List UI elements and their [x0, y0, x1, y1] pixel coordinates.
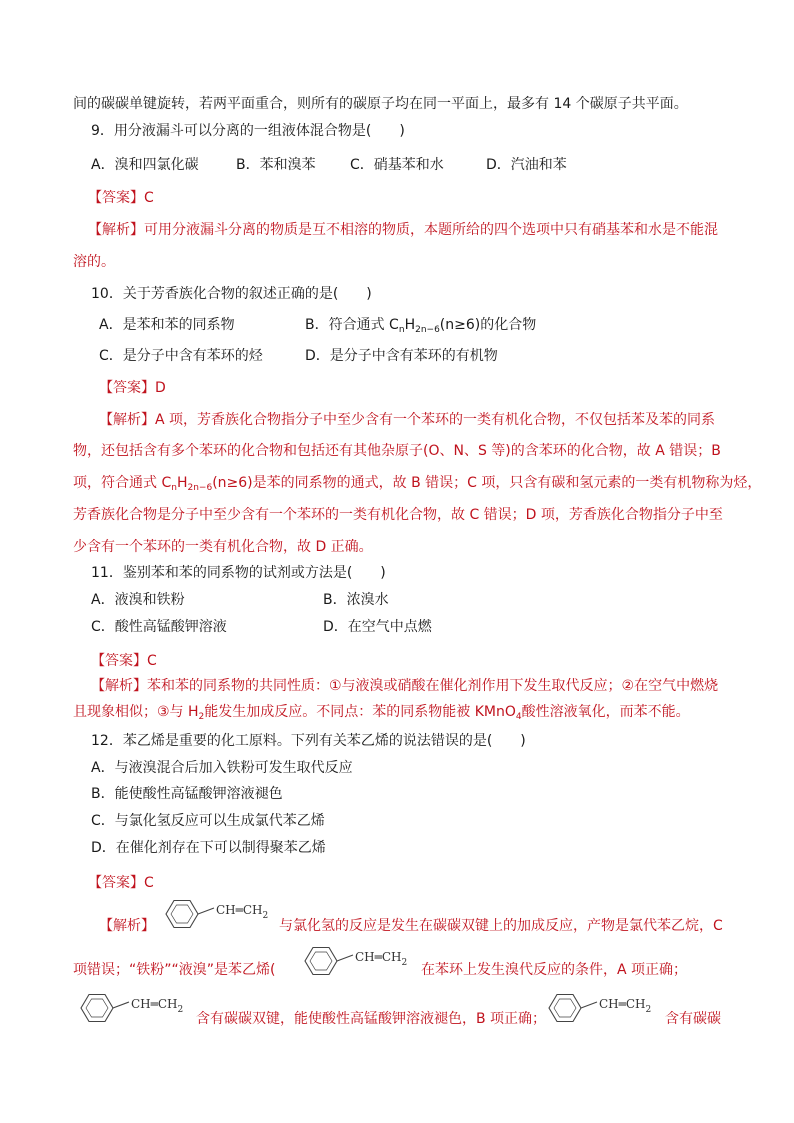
- q11-a2-mid: 能发生加成反应。不同点：苯的同系物能被 KMnO: [204, 704, 516, 720]
- svg-text:CH═CH2: [355, 950, 407, 968]
- q9-stem: 9．用分液漏斗可以分离的一组液体混合物是( ): [91, 123, 405, 139]
- q9-analysis-text: 【解析】可用分液漏斗分离的物质是互不相溶的物质，本题所给的四个选项中只有硝基苯和水是不能混: [88, 222, 718, 238]
- q10-option-b-sub1: n: [398, 325, 405, 335]
- q10-option-b: [305, 315, 536, 335]
- q9-analysis-line1: [88, 220, 718, 240]
- intro-line: 间的碳碳单键旋转，若两平面重合，则所有的碳原子均在同一平面上，最多有 14 个碳原子共平面。: [73, 96, 688, 112]
- q12-analysis-line3-mid: 含有碳碳双键，能使酸性高锰酸钾溶液褪色，B 项正确；: [196, 1011, 547, 1027]
- q10-option-b-pre: B．符合通式 C: [305, 317, 399, 333]
- svg-text:CH═CH2: [599, 997, 651, 1015]
- q10-option-c: C．是分子中含有苯环的烃: [99, 348, 263, 364]
- q12-answer: 【答案】C: [88, 875, 154, 891]
- q10-a3-post: (n≥6)是苯的同系物的通式，故 B 错误；C 项，只含有碳和氢元素的一类有机物称为烃，: [212, 475, 762, 491]
- q10-a3-pre: 项，符合通式 C: [73, 475, 172, 491]
- styrene-sub-1: 2: [262, 911, 269, 921]
- q10-analysis-line4: 芳香族化合物是分子中至少含有一个苯环的一类有机化合物，故 C 错误；D 项，芳香族化合物指分子中至: [73, 507, 723, 523]
- q11-option-b: B．浓溴水: [323, 592, 389, 608]
- q12-option-b: B．能使酸性高锰酸钾溶液褪色: [91, 786, 283, 802]
- q12-option-c: C．与氯化氢反应可以生成氯代苯乙烯: [91, 813, 325, 829]
- styrene-structure-4: [541, 991, 665, 1025]
- q11-a2-sub2: 4: [515, 712, 522, 722]
- styrene-structure-2: [297, 944, 421, 978]
- q10-option-b-mid: H: [404, 317, 416, 333]
- q11-option-d: D．在空气中点燃: [323, 619, 432, 635]
- q12-option-d: D．在催化剂存在下可以制得聚苯乙烯: [91, 840, 326, 856]
- q11-analysis-line1: 【解析】苯和苯的同系物的共同性质：①与液溴或硝酸在催化剂作用下发生取代反应；②在空气中燃烧: [91, 678, 719, 694]
- q9-option-b: B．苯和溴苯: [236, 157, 316, 173]
- q10-answer: 【答案】D: [99, 380, 166, 396]
- q12-option-a: A．与液溴混合后加入铁粉可发生取代反应: [91, 760, 353, 776]
- q11-option-a: A．液溴和铁粉: [91, 592, 185, 608]
- q10-a3-sub2: 2n−6: [187, 483, 213, 493]
- q10-option-b-sub2: 2n−6: [415, 325, 440, 335]
- q9-option-c: C．硝基苯和水: [350, 157, 444, 173]
- q10-analysis-line1: 【解析】A 项，芳香族化合物指分子中至少含有一个苯环的一类有机化合物，不仅包括苯及苯的同系: [99, 412, 716, 428]
- styrene-structure-3: [73, 991, 197, 1025]
- svg-text:CH═CH2: [131, 997, 183, 1015]
- q9-analysis-line2: 溶的。: [73, 254, 115, 270]
- q12-stem: 12．苯乙烯是重要的化工原料。下列有关苯乙烯的说法错误的是( ): [91, 733, 526, 749]
- q12-analysis-line1: 与氯化氢的反应是发生在碳碳双键上的加成反应，产物是氯代苯乙烷，C: [279, 918, 723, 934]
- styrene-sub-4: 2: [645, 1005, 652, 1015]
- q11-a2-pre: 且现象相似；③与 H: [73, 704, 199, 720]
- styrene-label-4: CH═CH: [599, 997, 646, 1011]
- q10-option-a: A．是苯和苯的同系物: [99, 317, 235, 333]
- q11-answer: 【答案】C: [91, 653, 157, 669]
- styrene-structure-1: [158, 897, 280, 931]
- q10-a3-mid: H: [176, 475, 188, 491]
- q11-a2-sub1: 2: [198, 712, 205, 722]
- q10-analysis-line2: 物，还包括含有多个苯环的化合物和包括还有其他杂原子(O、N、S 等)的含苯环的化合物，故 A 错误；B: [73, 443, 721, 459]
- q11-analysis-line2: [73, 702, 690, 722]
- q10-option-d: D．是分子中含有苯环的有机物: [305, 348, 498, 364]
- q12-analysis-line3-post: 含有碳碳: [665, 1011, 721, 1027]
- styrene-sub-3: 2: [177, 1005, 184, 1015]
- q9-option-d: D．汽油和苯: [486, 157, 567, 173]
- q10-option-b-post: (n≥6)的化合物: [439, 317, 537, 333]
- q9-answer: 【答案】C: [88, 190, 154, 206]
- styrene-label-3: CH═CH: [131, 997, 178, 1011]
- styrene-label-1: CH═CH: [216, 903, 263, 917]
- q11-a2-post: 酸性溶液氧化，而苯不能。: [521, 704, 690, 720]
- q12-analysis-line2-post: 在苯环上发生溴代反应的条件，A 项正确；: [421, 962, 688, 978]
- q12-analysis-tag: 【解析】: [99, 918, 155, 934]
- q10-a3-sub1: n: [171, 483, 177, 493]
- q11-option-c: C．酸性高锰酸钾溶液: [91, 619, 227, 635]
- styrene-sub-2: 2: [401, 958, 408, 968]
- q11-stem: 11．鉴别苯和苯的同系物的试剂或方法是( ): [91, 565, 386, 581]
- q12-analysis-line2-pre: 项错误；“铁粉”“液溴”是苯乙烯(: [73, 962, 276, 978]
- styrene-label-2: CH═CH: [355, 950, 402, 964]
- q10-analysis-line3: [73, 473, 761, 493]
- svg-text:CH═CH2: [216, 903, 268, 921]
- q10-stem: 10．关于芳香族化合物的叙述正确的是( ): [91, 286, 372, 302]
- q9-option-a: A．溴和四氯化碳: [91, 157, 199, 173]
- q10-analysis-line5: 少含有一个苯环的一类有机化合物，故 D 正确。: [73, 539, 373, 555]
